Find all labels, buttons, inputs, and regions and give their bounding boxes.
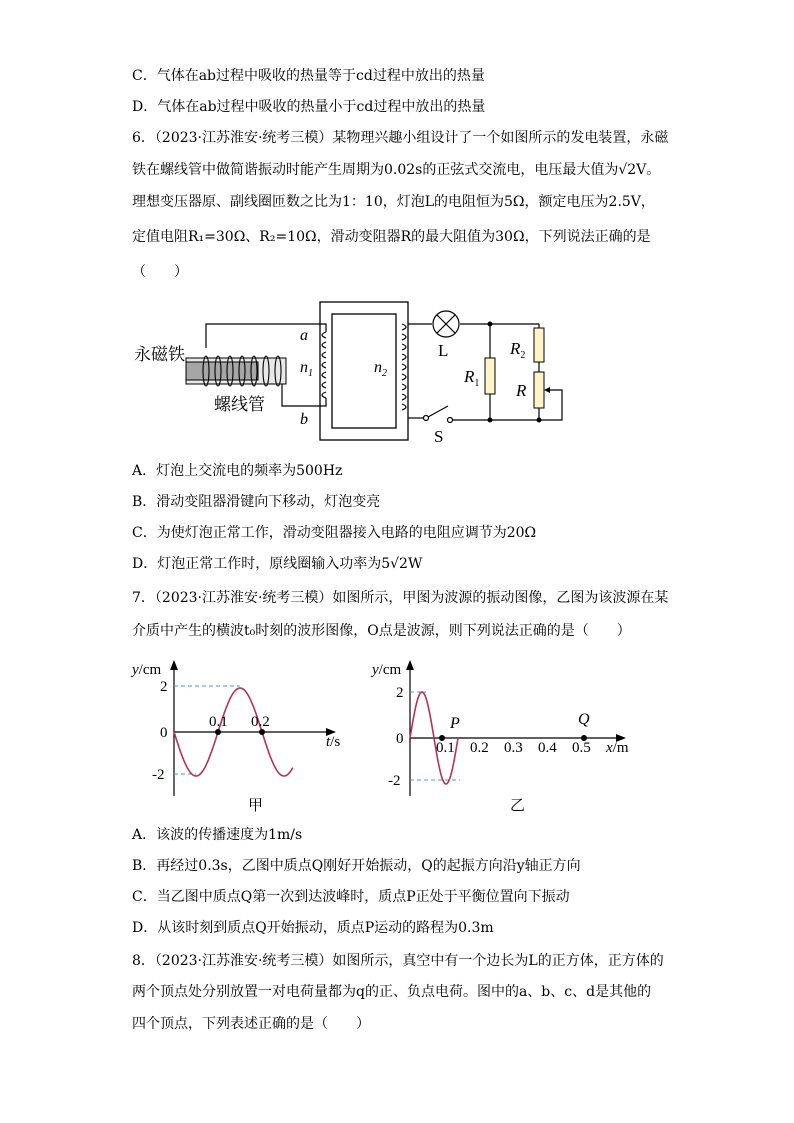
option-6d-prev: D．气体在ab过程中吸收的热量小于cd过程中放出的热量 [132, 99, 486, 115]
resistor-r1 [485, 358, 495, 394]
magnet-label: 永磁铁 [134, 345, 185, 364]
yi-tick-0-2: 0.2 [470, 740, 489, 756]
rheostat-r [534, 372, 544, 408]
option-7c: C．当乙图中质点Q第一次到达波峰时，质点P正处于平衡位置向下振动 [132, 889, 570, 905]
r1-label: $R_1$ [464, 367, 480, 389]
junction-r [537, 418, 542, 423]
jia-origin: 0 [160, 725, 168, 741]
question-6-line-2: 铁在螺线管中做简谐振动时能产生周期为0.02s的正弦式交流电，电压最大值为√2V。 [132, 162, 661, 178]
lamp-label: L [438, 341, 449, 360]
slider-arrow-icon [544, 387, 550, 393]
question-6-line-4: 定值电阻R₁=30Ω、R₂=10Ω，滑动变阻器R的最大阻值为30Ω，下列说法正确的是 [132, 229, 651, 245]
lamp-icon [433, 311, 459, 337]
switch-icon [424, 406, 453, 423]
secondary-coil [402, 324, 406, 410]
yi-label-q: Q [578, 711, 590, 728]
terminal-b: b [300, 411, 308, 428]
junction-bottom [488, 418, 493, 423]
n1-label: $n_1$ [300, 359, 313, 379]
jia-y-pos: 2 [160, 679, 168, 695]
jia-y-arrow-icon [170, 660, 178, 670]
yi-tick-0-5: 0.5 [572, 740, 591, 756]
generator-circuit-figure [130, 296, 570, 446]
primary-coil [322, 332, 326, 398]
yi-y-pos: 2 [396, 685, 404, 701]
jia-tick-0-2: 0.2 [251, 714, 270, 730]
yi-origin: 0 [396, 731, 404, 747]
jia-ylabel: y/cm [132, 662, 162, 678]
resistor-r2 [534, 328, 544, 362]
terminal-a: a [300, 327, 308, 344]
r2-label: $R_2$ [510, 339, 526, 361]
wire-a [206, 324, 326, 348]
graph-yi [370, 656, 650, 816]
yi-label-p: P [450, 715, 460, 732]
question-8-line-3: 四个顶点，下列表述正确的是（ ） [132, 1016, 370, 1032]
yi-y-neg: -2 [388, 773, 401, 789]
option-6c-prev: C．气体在ab过程中吸收的热量等于cd过程中放出的热量 [132, 68, 485, 84]
graph-jia [130, 656, 350, 816]
option-7d: D．从该时刻到质点Q开始振动，质点P运动的路程为0.3m [132, 920, 494, 936]
option-7a: A．该波的传播速度为1m/s [132, 827, 303, 843]
switch-label: S [434, 427, 444, 446]
transformer-core-outer [320, 302, 408, 440]
yi-caption: 乙 [510, 798, 526, 814]
rheostat-label: R [516, 381, 527, 400]
permanent-magnet [186, 362, 258, 380]
question-8-line-1: 8．（2023·江苏淮安·统考三模）如图所示，真空中有一个边长为L的正方体，正方体的 [132, 953, 664, 969]
yi-tick-0-1: 0.1 [436, 740, 455, 756]
question-6-bracket: （ ） [132, 264, 188, 280]
option-6b: B．滑动变阻器滑键向下移动，灯泡变亮 [132, 494, 381, 510]
question-7-line-1: 7．（2023·江苏淮安·统考三模）如图所示，甲图为波源的振动图像，乙图为该波源在某 [132, 590, 669, 606]
yi-y-arrow-icon [406, 660, 414, 670]
jia-y-neg: -2 [152, 767, 165, 783]
option-6a: A．灯泡上交流电的频率为500Hz [132, 463, 343, 479]
solenoid-label: 螺线管 [214, 395, 265, 414]
option-7b: B．再经过0.3s，乙图中质点Q刚好开始振动，Q的起振方向沿y轴正方向 [132, 858, 581, 874]
option-6d: D．灯泡正常工作时，原线圈输入功率为5√2W [132, 556, 423, 572]
jia-xlabel: t/s [326, 734, 341, 750]
question-6-line-1: 6．（2023·江苏淮安·统考三模）某物理兴趣小组设计了一个如图所示的发电装置，永磁 [132, 130, 669, 146]
junction-top [488, 322, 493, 327]
yi-tick-0-4: 0.4 [538, 740, 557, 756]
question-8-line-2: 两个顶点处分别放置一对电荷量都为q的正、负点电荷。图中的a、b、c、d是其他的 [132, 984, 652, 1000]
yi-ylabel: y/cm [372, 662, 402, 678]
option-6c: C．为使灯泡正常工作，滑动变阻器接入电路的电阻应调节为20Ω [132, 525, 537, 541]
n2-label: $n_2$ [374, 359, 387, 379]
jia-tick-0-1: 0.1 [209, 714, 228, 730]
yi-tick-0-3: 0.3 [504, 740, 523, 756]
yi-xlabel: x/m [606, 740, 629, 756]
question-7-line-2: 介质中产生的横波t₀时刻的波形图像，O点是波源，则下列说法正确的是（ ） [132, 623, 631, 639]
question-6-line-3: 理想变压器原、副线圈匝数之比为1：10，灯泡L的电阻恒为5Ω，额定电压为2.5V， [132, 194, 655, 210]
jia-caption: 甲 [248, 798, 264, 814]
